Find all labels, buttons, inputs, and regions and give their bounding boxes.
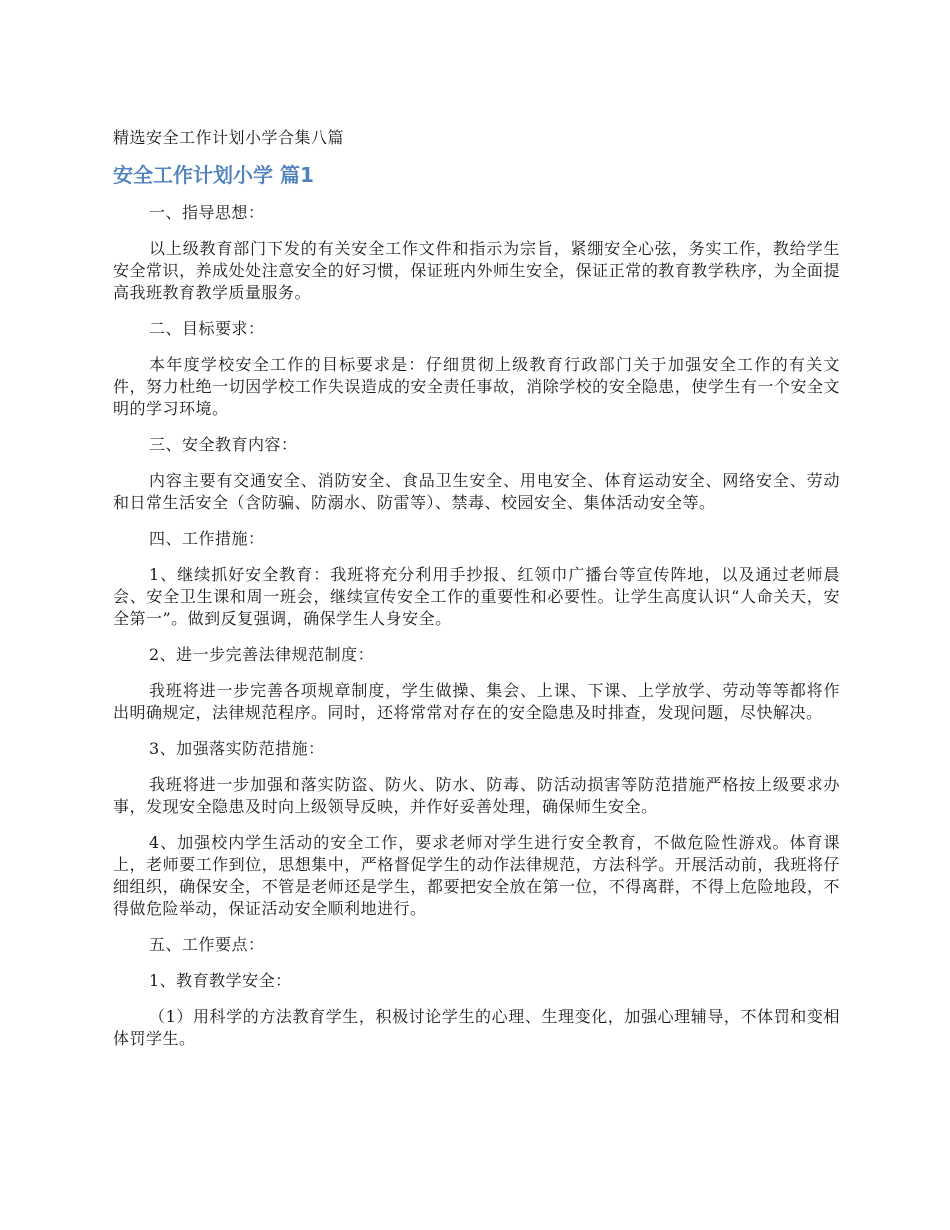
paragraph-measure-2: 我班将进一步完善各项规章制度，学生做操、集会、上课、下课、上学放学、劳动等等都将作出明确规定，法律规范程序。同时，还将常常对存在的安全隐患及时排查，发现问题，尽快解决。 [113,681,840,722]
paragraph-measure-3-heading: 3、加强落实防范措施： [149,739,325,758]
paragraph-goals: 本年度学校安全工作的目标要求是：仔细贯彻上级教育行政部门关于加强安全工作的有关文件，努力杜绝一切因学校工作失误造成的安全责任事故，消除学校的安全隐患，使学生有一个安全文明的学习环境。 [113,355,840,418]
paragraph-goals-heading: 二、目标要求： [149,319,265,338]
document-page [113,124,840,1064]
paragraph-measure-4: 4、加强校内学生活动的安全工作，要求老师对学生进行安全教育，不做危险性游戏。体育课上，老师要工作到位，思想集中，严格督促学生的动作法律规范，方法科学。开展活动前，我班将仔细组织，确保安全，不管是老师还是学生，都要把安全放在第一位，不得离群，不得上危险地段，不得做危险举动，保证活动安全顺利地进行。 [113,833,840,918]
paragraph-key-points-heading: 五、工作要点： [149,935,265,954]
paragraph-measure-2-heading: 2、进一步完善法律规范制度： [149,645,375,664]
paragraph-measure-1: 1、继续抓好安全教育：我班将充分利用手抄报、红领巾广播台等宣传阵地，以及通过老师晨会、安全卫生课和周一班会，继续宣传安全工作的重要性和必要性。让学生高度认识“人命关天，安全第一”。做到反复强调，确保学生人身安全。 [113,565,840,628]
paragraph-teaching-safety-1: （1）用科学的方法教育学生，积极讨论学生的心理、生理变化，加强心理辅导，不体罚和变相体罚学生。 [113,1007,840,1048]
document-title: 精选安全工作计划小学合集八篇 [113,128,345,147]
paragraph-content-heading: 三、安全教育内容： [149,435,298,454]
paragraph-teaching-safety-heading: 1、教育教学安全： [149,971,292,990]
section-heading: 安全工作计划小学 篇1 [113,163,314,187]
paragraph-content: 内容主要有交通安全、消防安全、食品卫生安全、用电安全、体育运动安全、网络安全、劳动和日常生活安全（含防骗、防溺水、防雷等）、禁毒、校园安全、集体活动安全等。 [113,471,840,512]
paragraph-guiding-ideology-heading: 一、指导思想： [149,203,265,222]
paragraph-measure-3: 我班将进一步加强和落实防盗、防火、防水、防毒、防活动损害等防范措施严格按上级要求办事，发现安全隐患及时向上级领导反映，并作好妥善处理，确保师生安全。 [113,775,840,816]
paragraph-measures-heading: 四、工作措施： [149,529,265,548]
paragraph-guiding-ideology: 以上级教育部门下发的有关安全工作文件和指示为宗旨，紧绷安全心弦，务实工作，教给学生安全常识，养成处处注意安全的好习惯，保证班内外师生安全，保证正常的教育教学秩序，为全面提高我班教育教学质量服务。 [113,239,840,302]
